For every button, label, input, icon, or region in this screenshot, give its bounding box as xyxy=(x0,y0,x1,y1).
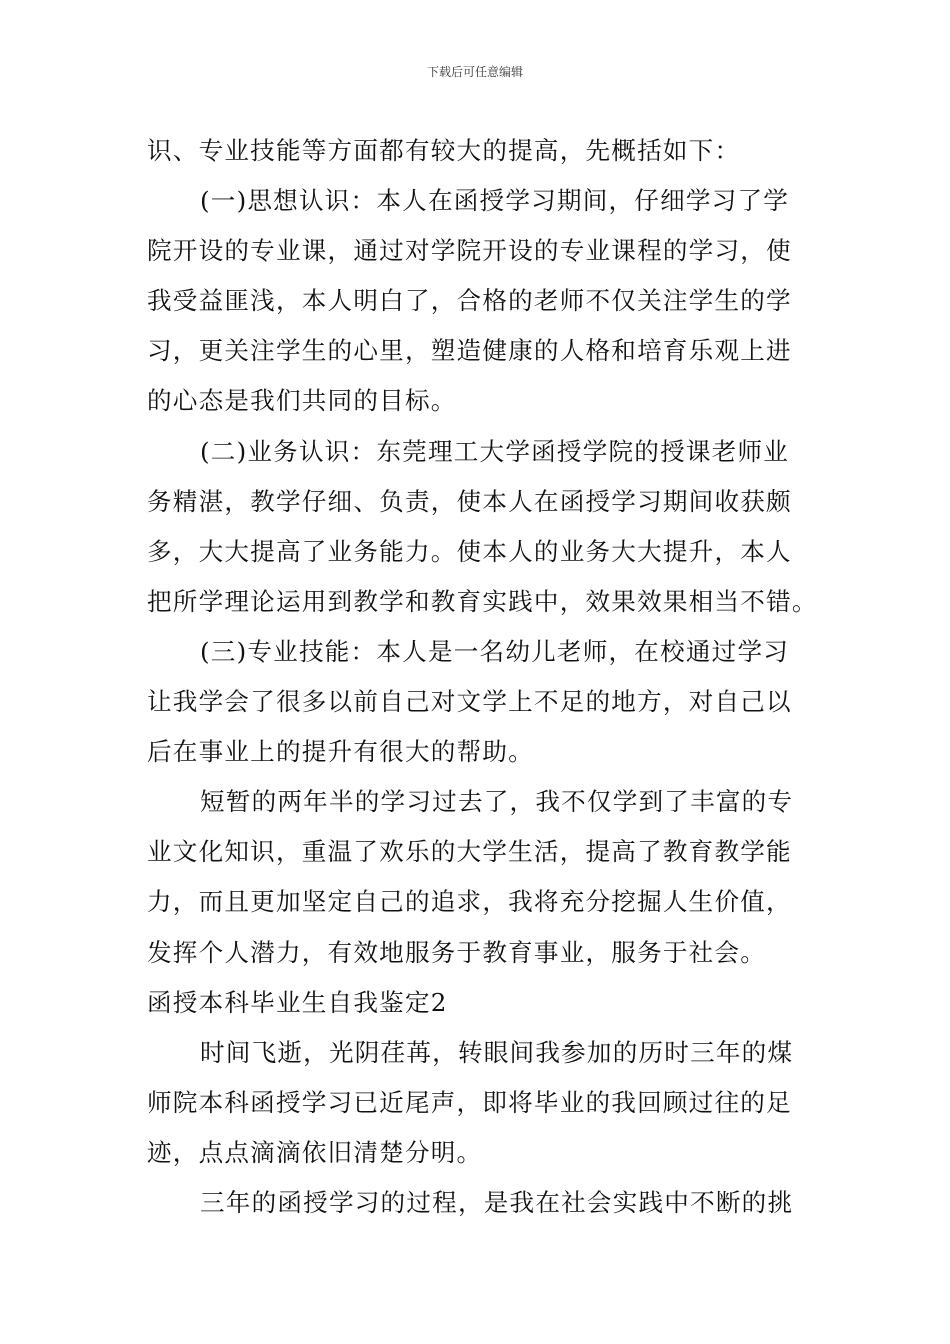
text-line: 务精湛，教学仔细、负责，使本人在函授学习期间收获颇 xyxy=(147,486,792,516)
text-line: (一)思想认识：本人在函授学习期间，仔细学习了学 xyxy=(200,186,790,216)
text-line: 识、专业技能等方面都有较大的提高，先概括如下： xyxy=(147,136,741,165)
text-line: 让我学会了很多以前自己对文学上不足的地方，对自己以 xyxy=(147,687,792,717)
text-line: 师院本科函授学习已近尾声，即将毕业的我回顾过往的足 xyxy=(147,1087,792,1117)
text-line: 迹，点点滴滴依旧清楚分明。 xyxy=(147,1137,483,1167)
text-line: 院开设的专业课，通过对学院开设的专业课程的学习，使 xyxy=(147,236,792,266)
text-line: 三年的函授学习的过程，是我在社会实践中不断的挑 xyxy=(200,1187,794,1217)
text-line: 我受益匪浅，本人明白了，合格的老师不仅关注学生的学 xyxy=(147,286,792,316)
page-header-note: 下载后可任意编辑 xyxy=(426,65,523,79)
text-line: 的心态是我们共同的目标。 xyxy=(147,386,457,416)
text-line: 短暂的两年半的学习过去了，我不仅学到了丰富的专 xyxy=(200,787,794,817)
text-line: 多，大大提高了业务能力。使本人的业务大大提升，本人 xyxy=(147,536,792,566)
text-line: 把所学理论运用到教学和教育实践中，效果效果相当不错。 xyxy=(147,586,818,616)
document-body xyxy=(147,126,818,1228)
text-line: 后在事业上的提升有很大的帮助。 xyxy=(147,737,534,767)
text-line: (三)专业技能：本人是一名幼儿老师，在校通过学习 xyxy=(200,636,790,666)
text-line: 发挥个人潜力，有效地服务于教育事业，服务于社会。 xyxy=(147,937,767,967)
text-line: 力，而且更加坚定自己的追求，我将充分挖掘人生价值， xyxy=(147,887,792,917)
text-line: 时间飞逝，光阴荏苒，转眼间我参加的历时三年的煤 xyxy=(200,1037,794,1067)
text-line: 业文化知识，重温了欢乐的大学生活，提高了教育教学能 xyxy=(147,837,792,867)
section-heading: 函授本科毕业生自我鉴定2 xyxy=(147,987,448,1017)
text-line: 习，更关注学生的心里，塑造健康的人格和培育乐观上进 xyxy=(147,336,792,366)
text-line: (二)业务认识：东莞理工大学函授学院的授课老师业 xyxy=(200,436,790,466)
